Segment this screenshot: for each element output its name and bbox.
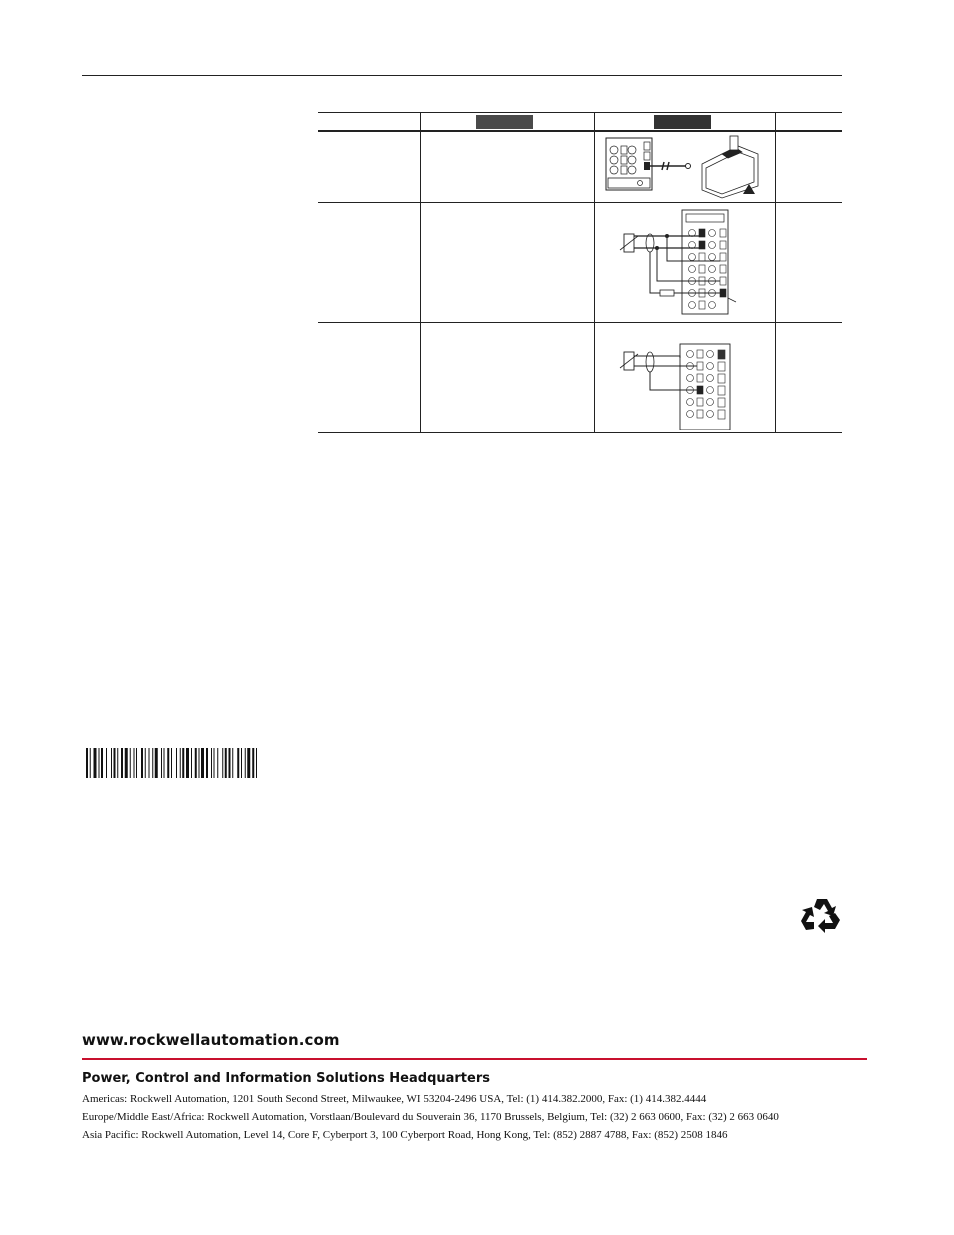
- column-header-badge-1: [476, 115, 533, 129]
- barcode-image: [86, 748, 312, 778]
- row-divider-2: [318, 322, 842, 323]
- table-bottom-rule: [318, 432, 842, 433]
- module-removal-diagram: [598, 134, 773, 200]
- table-header-rule: [318, 130, 842, 132]
- column-divider-1: [420, 112, 421, 432]
- table-top-rule: [318, 112, 842, 113]
- address-asia-pacific: Asia Pacific: Rockwell Automation, Level 14, Core F, Cyberport 3, 100 Cyberport Road, Hong Kong, Tel: (852) 2887 4788, Fax: (852) 2508 1846: [82, 1129, 728, 1141]
- recycle-icon: [800, 896, 844, 936]
- row-divider-1: [318, 202, 842, 203]
- address-americas: Americas: Rockwell Automation, 1201 South Second Street, Milwaukee, WI 53204-2496 USA, Tel: (1) 414.382.2000, Fax: (1) 414.382.4444: [82, 1093, 707, 1105]
- footer-red-rule: [82, 1058, 867, 1060]
- website-link[interactable]: www.rockwellautomation.com: [82, 1031, 340, 1049]
- two-wire-shielded-diagram: [600, 206, 772, 316]
- one-wire-shielded-diagram: [610, 340, 734, 430]
- column-divider-2: [594, 112, 595, 432]
- column-header-badge-2: [654, 115, 711, 129]
- column-divider-3: [775, 112, 776, 432]
- top-rule: [82, 75, 842, 76]
- headquarters-title: Power, Control and Information Solutions Headquarters: [82, 1071, 490, 1086]
- address-emea: Europe/Middle East/Africa: Rockwell Automation, Vorstlaan/Boulevard du Souverain 36, 1170 Brussels, Belgium, Tel: (32) 2 663 0600, Fax: (32) 2 663 0640: [82, 1111, 779, 1123]
